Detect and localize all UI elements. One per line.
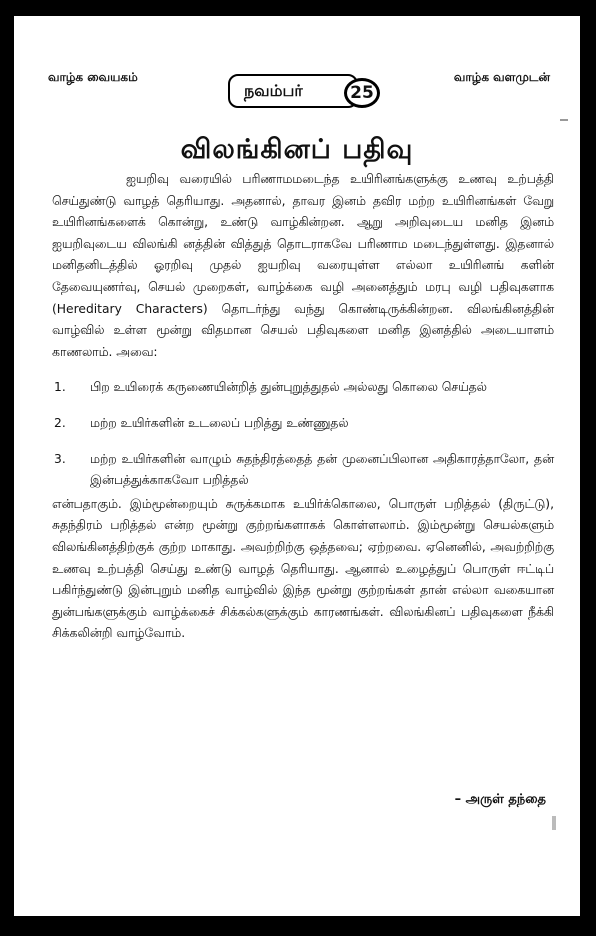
scan-mark xyxy=(552,816,556,830)
header-right-text: வாழ்க வளமுடன் xyxy=(453,70,550,84)
list-item-number: 2. xyxy=(54,415,66,430)
list-item-text: பிற உயிரைக் கருணையின்றித் துன்புறுத்துதல் அல்லது கொலை செய்தல் xyxy=(90,380,487,395)
list-item-text: மற்ற உயிர்களின் உடலைப் பறித்து உண்ணுதல் xyxy=(90,415,349,430)
paragraph-conclusion: என்பதாகும். இம்மூன்றையும் சுருக்கமாக உயிர்க்கொலை, பொருள் பறித்தல் (திருட்டு), சுதந்திரம் பறித்தல் என்ற மூன்று குற்றங்களாகக் கொள்ளலாம். இம்மூன்று செயல்களும் விலங்கினத்திற்குக் குற்ற மாகாது. அவற்றிற்கு ஒத்தவை; ஏற்றவை. ஏனெனில், அவற்றிற்கு உணவு உற்பத்தி செய்து உண்டு வாழத் தெரியாது. ஆனால் உழைத்துப் பொருள் ஈட்டிப் பகிர்ந்துண்டு இன்புறும் மனித வாழ்வில் இந்த மூன்று குற்றங்கள் தான் எல்லா வகையான துன்பங்களுக்கும் வாழ்க்கைச் சிக்கல்களுக்கும் காரணங்கள். விலங்கினப் பதிவுகளை நீக்கி சிக்கலின்றி வாழ்வோம். xyxy=(52,496,555,641)
day-badge xyxy=(344,78,380,108)
month-text: நவம்பர் xyxy=(244,80,303,100)
signature: – அருள் தந்தை xyxy=(454,792,546,807)
list-item xyxy=(52,449,554,492)
list-item-text: மற்ற உயிர்களின் வாழும் சுதந்திரத்தைத் தன் முனைப்பிலான அதிகாரத்தாலோ, தன் இன்பத்துக்காகவோ பறித்தல் xyxy=(90,451,554,488)
list-item-number: 3. xyxy=(54,451,66,466)
list-item xyxy=(52,377,554,399)
header-left-text: வாழ்க வையகம் xyxy=(48,70,138,84)
list-item xyxy=(52,413,554,435)
page-title: விலங்கினப் பதிவு xyxy=(180,134,414,165)
list-item-number: 1. xyxy=(54,380,66,395)
month-label xyxy=(228,74,358,108)
paragraph-intro: ஐயறிவு வரையில் பரிணாமமடைந்த உயிரினங்களுக்கு உணவு உற்பத்தி செய்துண்டு வாழத் தெரியாது. அதனால், தாவர இனம் தவிர மற்ற உயிரினங்கள் வேறு உயிரினங்களைக் கொன்று, உண்டு வாழ்கின்றன. ஆறு அறிவுடைய மனித இனம் ஐயறிவுடைய விலங்கி னத்தின் வித்துத் தொடராகவே பரிணாம மடைந்துள்ளது. இதனால் மனிதனிடத்தில் ஓரறிவு முதல் ஐயறிவு வரையுள்ள எல்லா உயிரினங் களின் தேவையுணர்வு, செயல் முறைகள், வாழ்க்கை வழி அனைத்தும் மரபு வழி பதிவுகளாக (Hereditary Characters) தொடர்ந்து வந்து கொண்டிருக்கின்றன. விலங்கினத்தின் வாழ்வில் உள்ள மூன்று விதமான செயல் பதிவுகளை மனித இனத்தில் அடையாளம் காணலாம். அவை: xyxy=(52,172,554,359)
body-text xyxy=(52,169,554,645)
numbered-list xyxy=(52,377,554,491)
day-number: 25 xyxy=(350,83,374,103)
scan-mark xyxy=(560,113,568,121)
book-page xyxy=(10,12,584,920)
